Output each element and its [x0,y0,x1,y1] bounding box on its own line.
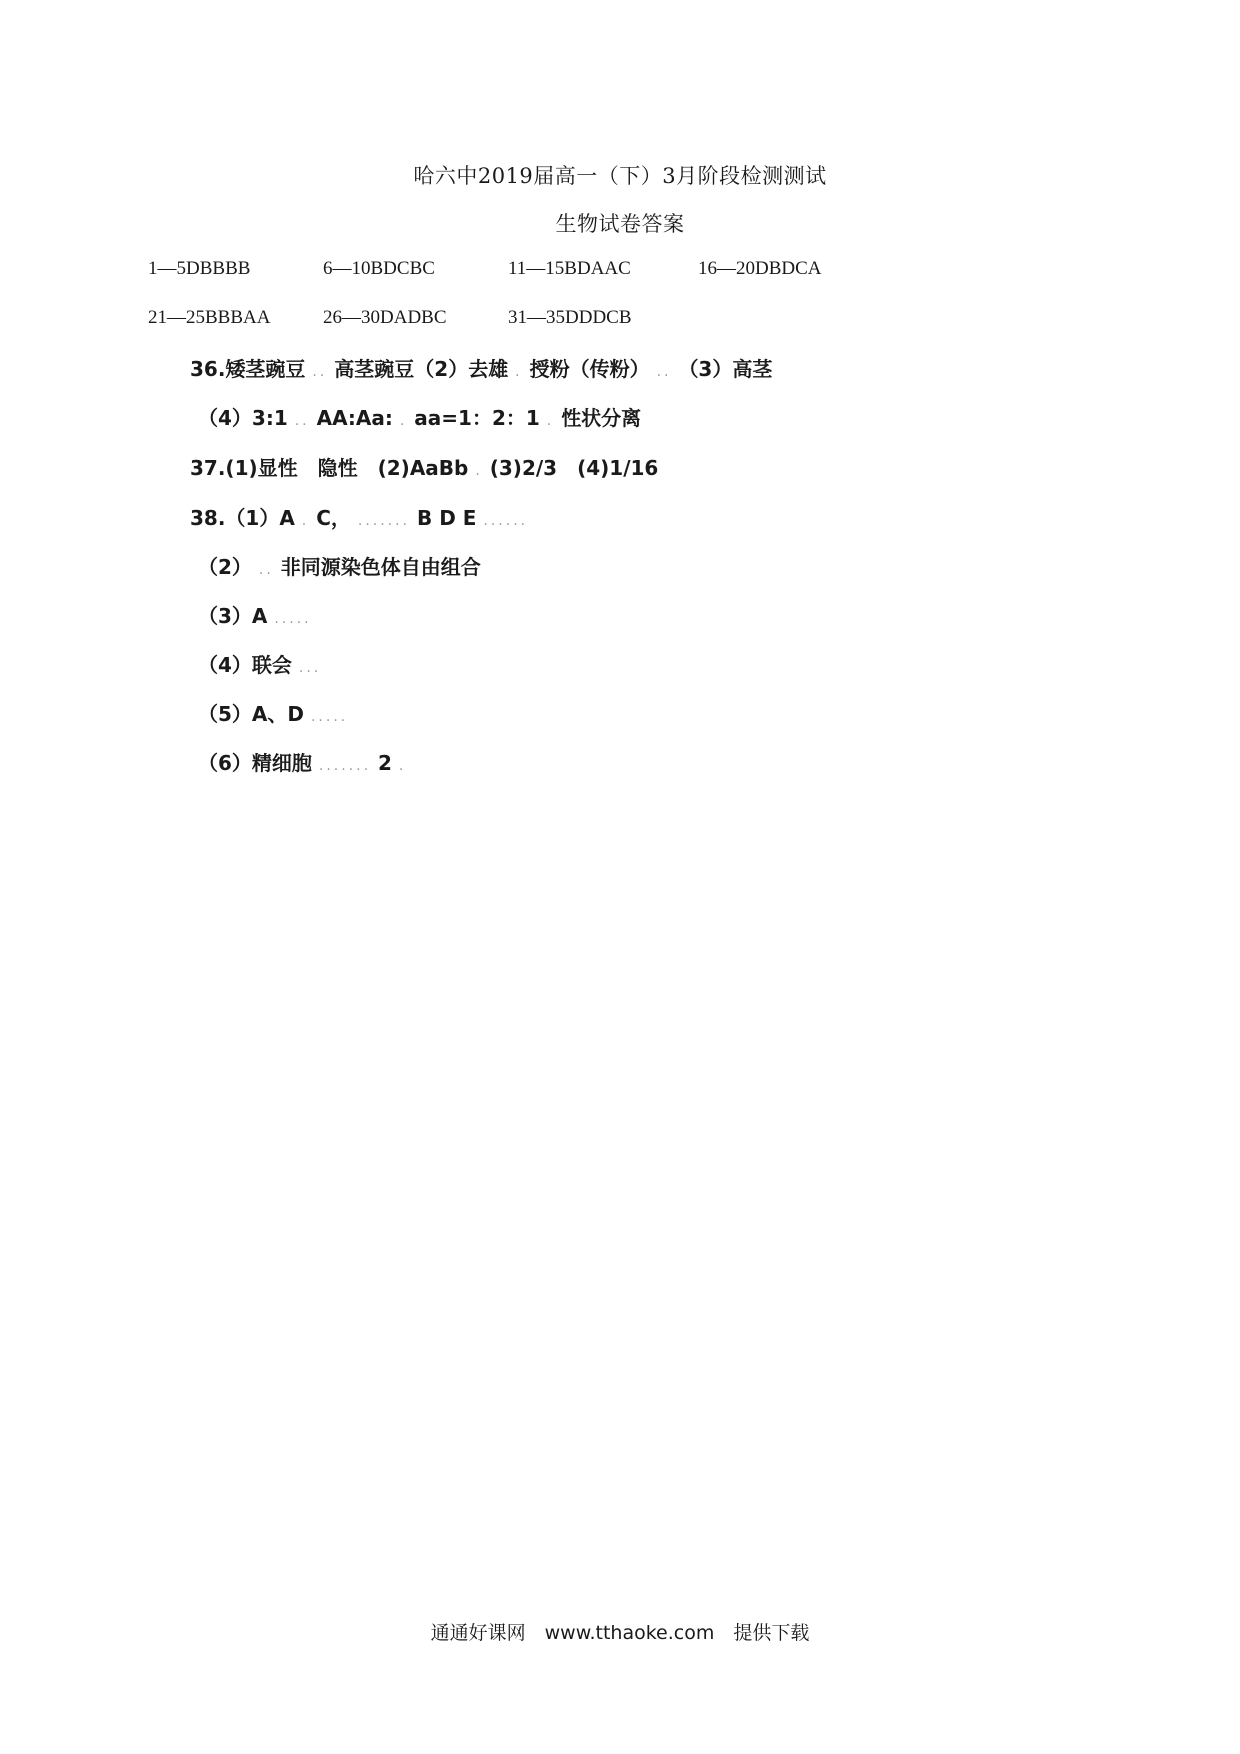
mc-group: 16—20DBDCA [698,258,822,279]
mc-group: 26—30DADBC [323,307,447,328]
q38-line-3 [198,600,312,629]
mc-group: 31—35DDDCB [508,307,632,328]
blank-dots: . [398,758,407,774]
q36-part-b: 高茎豌豆（2）去雄 [334,357,509,381]
blank-dots: .. [294,413,310,429]
q38-line-4 [198,649,321,678]
blank-dots: ...... [483,513,529,529]
q36-line-1 [190,353,772,382]
footer-credit: 通通好课网 www.tthaoke.com 提供下载 [430,1622,810,1644]
q38-line-6 [198,747,406,776]
q37-part-b: (3)2/3 (4)1/16 [489,456,659,480]
blank-dots: ... [298,660,322,676]
blank-dots: ..... [310,709,349,725]
page-subtitle: 生物试卷答案 [555,212,685,236]
q38-part-e: 非同源染色体自由组合 [280,555,481,579]
blank-dots: . [399,413,408,429]
q38-part-h: （5）A、D [198,702,304,726]
blank-dots: .. [656,364,672,380]
mc-group: 6—10BDCBC [323,258,435,279]
blank-dots: . [546,413,555,429]
q36-part-g: aa=1：2：1 [414,406,540,430]
blank-dots: .. [312,364,328,380]
q36-part-c: 授粉（传粉） [529,357,650,381]
blank-dots: .. [258,562,274,578]
blank-dots: ..... [274,611,312,627]
q38-part-i: （6）精细胞 [198,751,312,775]
mc-group: 11—15BDAAC [508,258,631,279]
page-title: 哈六中2019届高一（下）3月阶段检测测试 [413,164,827,188]
q36-part-a: 36.矮茎豌豆 [190,357,306,381]
mc-group: 1—5DBBBB [148,258,251,279]
q38-part-g: （4）联会 [198,653,292,677]
blank-dots: ....... [318,758,372,774]
blank-dots: . [475,463,483,479]
mc-group: 21—25BBBAA [148,307,271,328]
q38-line-2 [198,551,481,580]
q38-part-j: 2 [378,751,392,775]
q38-part-b: C， [316,506,351,530]
q38-line-1 [190,502,528,531]
q36-part-h: 性状分离 [561,406,642,430]
q37-part-a: 37.(1)显性 隐性 (2)AaBb [190,456,469,480]
q38-line-5 [198,698,348,727]
blank-dots: ....... [357,513,411,529]
q38-part-d: （2） [198,555,252,579]
q37-line [190,452,658,481]
q38-part-c: B D E [417,506,477,530]
q36-part-f: AA:Aa: [316,406,393,430]
q36-line-2 [198,402,641,431]
blank-dots: . [515,364,523,380]
q36-part-e: （4）3:1 [198,406,288,430]
blank-dots: . [301,513,310,529]
q38-part-a: 38.（1）A [190,506,295,530]
q36-part-d: （3）高茎 [678,357,773,381]
q38-part-f: （3）A [198,604,268,628]
